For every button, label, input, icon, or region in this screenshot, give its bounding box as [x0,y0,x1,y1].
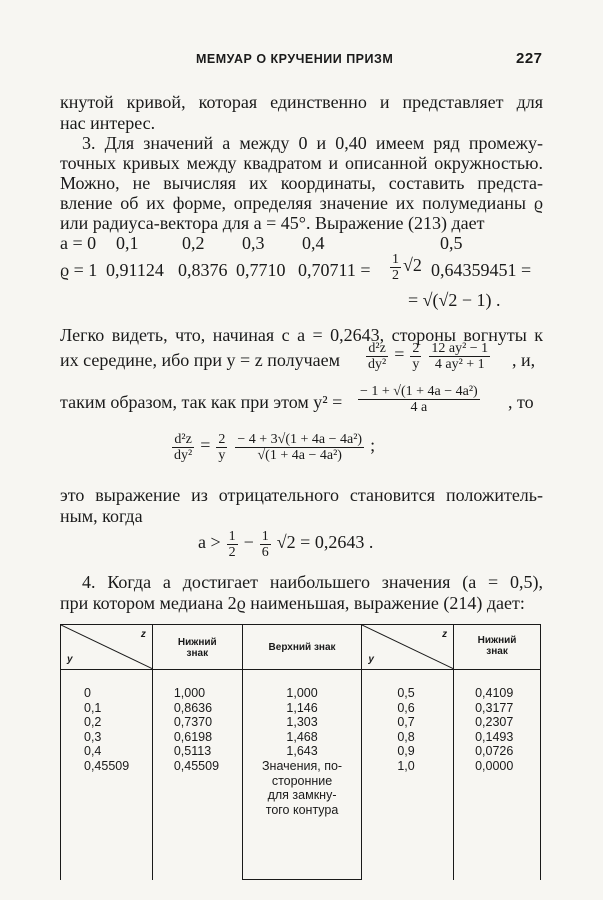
table-cell: 0,45509 [173,758,220,773]
para2-line3: Можно, не вычисляя их координаты, составить предста- [60,173,543,193]
values-table [60,624,541,880]
table-cell: 0,9 [397,744,415,759]
table-note: того контура [265,802,339,817]
table-cell: 1,303 [286,715,318,730]
table-cell: 0,8636 [173,700,213,715]
a-value-5: 0,5 [440,233,463,253]
para2-line1: 3. Для значений a между 0 и 0,40 имеем ряд промежу- [82,133,543,153]
a-value-2: 0,2 [182,233,205,253]
table-note: для замкну- [267,788,337,803]
table-cell: 0,0000 [475,758,514,773]
table-cell: 1,146 [286,700,318,715]
table-note: Значения, по- [262,758,343,773]
table-cell: 0,1493 [475,729,514,744]
table-cell: 0,8 [397,729,415,744]
col-y1 [61,670,153,880]
table-cell: 0,2 [84,715,102,730]
table-cell: 0,3177 [475,700,514,715]
corner-header-1: z y [61,625,153,670]
table-cell: 0,0726 [475,744,514,759]
header-lower-sign-2: Нижний знак [454,625,541,670]
col-y2 [362,670,454,880]
a-value-3: 0,3 [242,233,265,253]
para3-line2b: , и, [512,350,536,370]
table-note: сторонние [271,773,333,788]
para2-line4: вление об их форме, определяя значение их полумедианы ϱ [60,193,543,213]
table-cell: 0 [84,686,91,700]
table-cell: 0,4 [84,744,102,759]
half-root2: $\frac{1}{2}$ √2 [392,252,422,283]
para4-line2: ным, когда [60,506,143,526]
table-cell: 0,2307 [475,715,514,730]
para3-line3a: таким образом, так как при этом y² = [60,392,343,412]
para1-line1: кнутой кривой, которая единственно и представляет для [60,92,543,112]
para3-line3b: , то [508,392,534,412]
rho-value-0: ϱ = 1 [60,260,98,280]
col-upper1 [242,670,362,880]
table-cell: 0,1 [84,700,102,715]
table-cell: 1,000 [286,686,318,700]
running-header: МЕМУАР О КРУЧЕНИИ ПРИЗМ [196,52,394,66]
corner-header-2: z y [362,625,454,670]
table-cell: 1,0 [397,758,415,773]
table-cell: 1,468 [286,729,318,744]
table-cell: 0,6 [397,700,415,715]
para4-line1: это выражение из отрицательного становится положитель- [60,485,543,505]
table-cell: 0,7 [397,715,415,730]
a-value-4: 0,4 [302,233,325,253]
rho-last: = √(√2 − 1) . [408,290,501,310]
header-upper-sign: Верхний знак [242,625,362,670]
rho-value-2: 0,8376 [178,260,228,280]
rho-value-3: 0,7710 [236,260,286,280]
formula4: a > $\frac{1}{2}$ − $\frac{1}{6}$ √2 = 0,2643 . [198,529,374,560]
para2-line5: или радиуса-вектора для a = 45°. Выражение (213) дает [60,213,485,233]
para5-line1: 4. Когда a достигает наибольшего значения (a = 0,5), [82,572,543,592]
a-value-1: 0,1 [116,233,139,253]
para1-line2: нас интерес. [60,113,156,133]
para3-line2a: их середине, ибо при y = z получаем [60,350,340,370]
col-lower2 [454,670,541,880]
rho-value-1: 0,91124 [106,260,164,280]
formula1: $\frac{\text{d²z}}{\text{dy²}}$ = $\frac{2}{y}$ $\frac{\text{12 ay² − 1}}{\text{4 ay² + 1}}$ [368,341,489,372]
para3-line1: Легко видеть, что, начиная с a = 0,2643, стороны вогнуты к [60,325,543,345]
table-cell: 0,6198 [173,729,213,744]
table-cell: 1,000 [173,686,206,700]
a-value-0: a = 0 [60,233,97,253]
table-cell: 0,3 [84,729,102,744]
table-cell: 0,5113 [173,744,212,759]
formula2: $\frac{\text{− 1 + √(1 + 4a − 4a²)}}{4 a}$ [360,384,478,415]
table-cell: 1,643 [286,744,318,759]
para5-line2: при котором медиана 2ϱ наименьшая, выражение (214) дает: [60,593,525,613]
table-cell: 0,5 [397,686,415,700]
col-lower1 [152,670,242,880]
table-cell: 0,7370 [173,715,213,730]
para2-line2: точных кривых между квадратом и описанной окружностью. [60,153,543,173]
rho-value-4: 0,70711 = [298,260,371,280]
header-lower-sign: Нижний знак [152,625,242,670]
table-cell: 0,45509 [84,758,130,773]
formula3: $\frac{\text{d²z}}{\text{dy²}}$ = $\frac{2}{y}$ $\frac{\text{− 4 + 3√(1 + 4a − 4a²)}}{\text{√(1 + 4a − 4a²)}}$ ; [174,432,376,463]
rho-value-5: 0,64359451 = [431,260,532,280]
table-cell: 0,4109 [475,686,514,700]
page-number: 227 [516,50,543,67]
